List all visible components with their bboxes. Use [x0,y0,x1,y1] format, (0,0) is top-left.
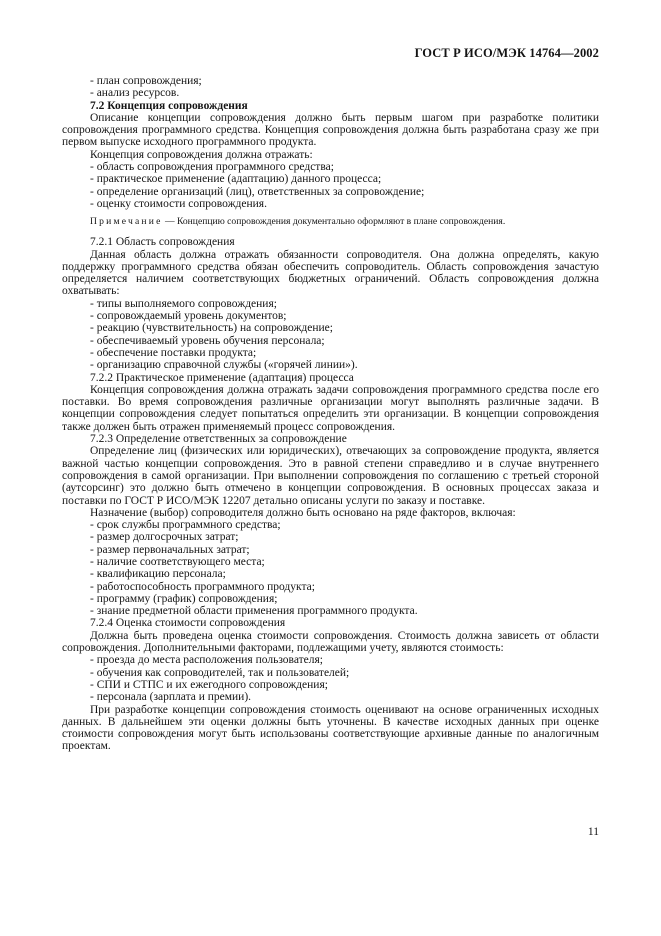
list-item: - сопровождаемый уровень документов; [90,310,287,323]
list-item: - область сопровождения программного средства; [90,161,334,174]
note-text: — Концепцию сопровождения документально оформляют в плане сопровождения. [162,216,506,228]
list-item: - квалификацию персонала; [90,568,226,581]
list-item: - обеспечение поставки продукта; [90,346,257,359]
list-item: - персонала (зарплата и премии). [90,691,252,704]
list-item: - организацию справочной службы («горячей линии»). [90,359,358,372]
list-item: - обучения как сопроводителей, так и пользователей; [90,666,350,679]
list-item: - размер первоначальных затрат; [90,543,250,556]
document-body [62,75,599,753]
list-item: - обеспечиваемый уровень обучения персонала; [90,334,325,347]
paragraph: Назначение (выбор) сопроводителя должно быть основано на ряде факторов, включая: [90,506,516,519]
list-item: - анализ ресурсов. [90,87,180,100]
list-item: - проезда до места расположения пользователя; [90,654,323,667]
list-item: - план сопровождения; [90,75,202,87]
list-item: - типы выполняемого сопровождения; [90,297,277,310]
paragraph: 7.2.2 Практическое применение (адаптация) процесса [90,371,354,384]
paragraph: Концепция сопровождения должна отражать: [90,148,313,161]
paragraph: Данная область должна отражать обязанности сопроводителя. Она должна определять, какую поддержку программного средства обязан обеспечить сопроводитель. Область сопровождения зачастую определяется наличием соответствующих бюджетных ограничений. Область сопровождения должна охватывать: [62,248,599,298]
paragraph: 7.2.4 Оценка стоимости сопровождения [90,617,286,630]
list-item: - оценку стоимости сопровождения. [90,197,267,210]
list-item: - реакцию (чувствительность) на сопровождение; [90,322,333,335]
list-item: - срок службы программного средства; [90,519,281,532]
paragraph: 7.2.1 Область сопровождения [90,236,235,249]
paragraph: Должна быть проведена оценка стоимости сопровождения. Стоимость должна зависеть от области сопровождения. Дополнительными факторами, подлежащими учету, являются стоимость: [62,629,599,655]
list-item: - программу (график) сопровождения; [90,592,278,605]
list-item: - СПИ и СТПС и их ежегодного сопровождения; [90,678,328,691]
list-item: - определение организаций (лиц), ответственных за сопровождение; [90,185,425,198]
paragraph: При разработке концепции сопровождения стоимость оценивают на основе ограниченных исходных данных. В дальнейшем эти оценки должны быть уточнены. В качестве исходных данных при оценке стоимости сопровождения могут быть использованы соответствующие архивные данные по аналогичным проектам. [62,703,599,753]
page-header-standard-id: ГОСТ Р ИСО/МЭК 14764—2002 [414,46,599,60]
section-heading: 7.2 Концепция сопровождения [90,99,248,112]
list-item: - практическое применение (адаптацию) данного процесса; [90,173,382,186]
list-item: - знание предметной области применения программного продукта. [90,605,418,618]
paragraph: 7.2.3 Определение ответственных за сопровождение [90,433,347,446]
list-item: - наличие соответствующего места; [90,555,265,568]
paragraph: Определение лиц (физических или юридических), отвечающих за сопровождение продукта, является важной частью концепции сопровождения. Это в равной степени справедливо и в случае внутреннего сопровождения в самой организации. При выполнении сопровождения по соглашению с третьей стороной (аутсорсинг) это должно быть отмечено в концепции сопровождения. В основных процессах заказа и поставки по ГОСТ Р ИСО/МЭК 12207 детально описаны услуги по заказу и поставке. [62,445,599,507]
note-label: Примечание [90,216,163,228]
page-number: 11 [587,826,599,838]
paragraph: Описание концепции сопровождения должно быть первым шагом при разработке политики сопровождения программного средства. Концепция сопровождения должна быть разработана сразу же при первом выпуске исходного программного продукта. [62,111,599,149]
paragraph: Концепция сопровождения должна отражать задачи сопровождения программного средства после его поставки. Во время сопровождения различные организации могут выполнять различные задачи. В концепции сопровождения следует попытаться определить эти организации. В концепции сопровождения также должен быть отражен применяемый процесс сопровождения. [62,383,599,433]
list-item: - размер долгосрочных затрат; [90,531,239,544]
list-item: - работоспособность программного продукта; [90,580,315,593]
note-paragraph [62,216,599,228]
